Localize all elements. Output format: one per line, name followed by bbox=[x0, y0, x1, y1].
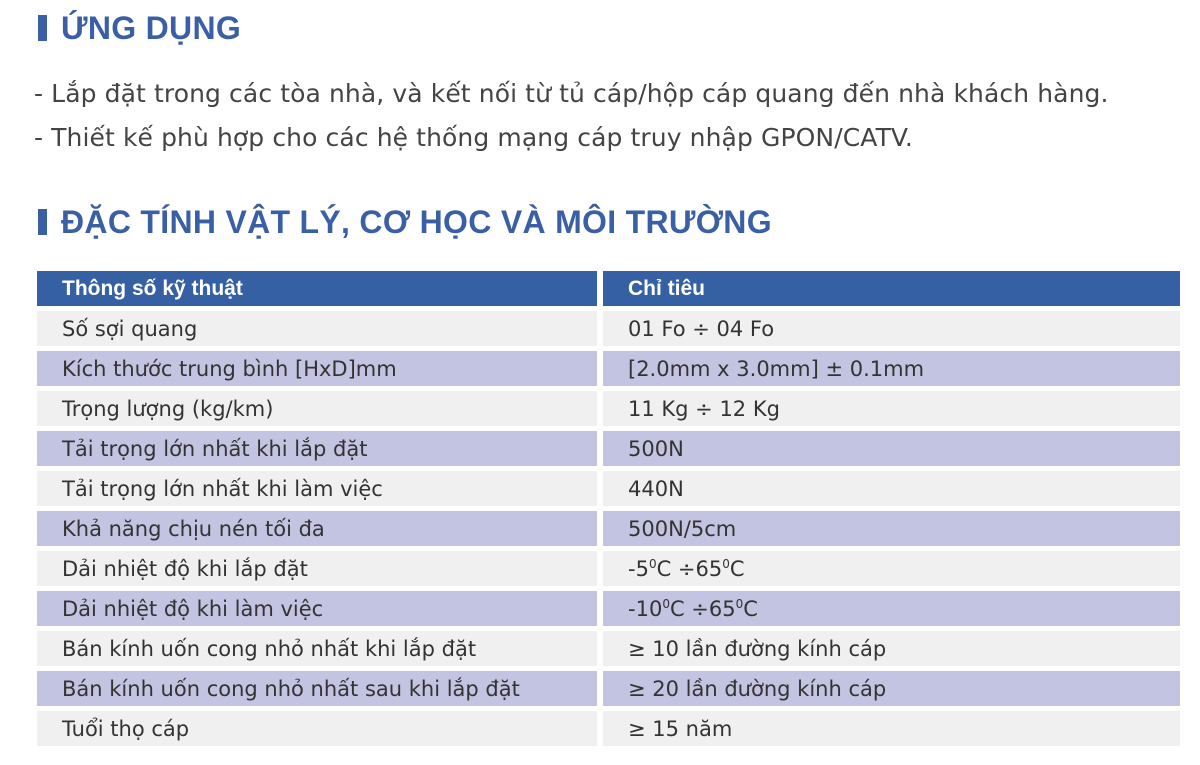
table-row bbox=[37, 386, 1180, 426]
value-cell: $-5^0C \div 65^0C$ bbox=[603, 546, 1180, 586]
column-header-value: Chỉ tiêu bbox=[603, 271, 1180, 306]
table-row bbox=[37, 706, 1180, 746]
value-cell: 500N bbox=[603, 426, 1180, 466]
table-header-row bbox=[37, 271, 1180, 306]
parameter-cell: Dải nhiệt độ khi lắp đặt bbox=[37, 546, 603, 586]
value-cell: 500N/5cm bbox=[603, 506, 1180, 546]
degree-mark: 0 bbox=[722, 556, 730, 571]
degree-mark: 0 bbox=[648, 556, 657, 571]
parameter-cell: Bán kính uốn cong nhỏ nhất khi lắp đặt bbox=[37, 626, 603, 666]
value-cell: 440N bbox=[603, 466, 1180, 506]
value-cell: ≥ 10 lần đường kính cáp bbox=[603, 626, 1180, 666]
section-heading-characteristics bbox=[38, 202, 772, 242]
parameter-cell: Trọng lượng (kg/km) bbox=[37, 386, 603, 426]
degree-mark: 0 bbox=[735, 596, 744, 611]
list-item: - Thiết kế phù hợp cho các hệ thống mạng cáp truy nhập GPON/CATV. bbox=[34, 123, 913, 152]
parameter-cell: Tải trọng lớn nhất khi làm việc bbox=[37, 466, 603, 506]
list-item: - Lắp đặt trong các tòa nhà, và kết nối từ tủ cáp/hộp cáp quang đến nhà khách hàng. bbox=[34, 79, 1109, 108]
section-heading-application bbox=[38, 8, 241, 48]
value-cell: 11 Kg ÷ 12 Kg bbox=[603, 386, 1180, 426]
parameter-cell: Dải nhiệt độ khi làm việc bbox=[37, 586, 603, 626]
parameter-cell: Số sợi quang bbox=[37, 306, 603, 346]
parameter-cell: Tuổi thọ cáp bbox=[37, 706, 603, 746]
spec-table bbox=[37, 271, 1180, 746]
value-cell: ≥ 15 năm bbox=[603, 706, 1180, 746]
column-header-parameter: Thông số kỹ thuật bbox=[37, 271, 603, 306]
parameter-cell: Bán kính uốn cong nhỏ nhất sau khi lắp đặt bbox=[37, 666, 603, 706]
table-row bbox=[37, 346, 1180, 386]
table-row bbox=[37, 626, 1180, 666]
degree-mark: 0 bbox=[662, 596, 670, 611]
table-row bbox=[37, 426, 1180, 466]
table-row bbox=[37, 466, 1180, 506]
value-cell: ≥ 20 lần đường kính cáp bbox=[603, 666, 1180, 706]
table-row bbox=[37, 586, 1180, 626]
application-list bbox=[34, 72, 1109, 160]
table-row bbox=[37, 306, 1180, 346]
table-row bbox=[37, 506, 1180, 546]
value-cell: [2.0mm x 3.0mm] ± 0.1mm bbox=[603, 346, 1180, 386]
section-title: ỨNG DỤNG bbox=[61, 9, 242, 46]
heading-marker-icon bbox=[38, 15, 47, 41]
parameter-cell: Khả năng chịu nén tối đa bbox=[37, 506, 603, 546]
section-title: ĐẶC TÍNH VẬT LÝ, CƠ HỌC VÀ MÔI TRƯỜNG bbox=[61, 203, 772, 240]
parameter-cell: Tải trọng lớn nhất khi lắp đặt bbox=[37, 426, 603, 466]
heading-marker-icon bbox=[38, 209, 47, 235]
parameter-cell: Kích thước trung bình [HxD]mm bbox=[37, 346, 603, 386]
value-cell: 01 Fo ÷ 04 Fo bbox=[603, 306, 1180, 346]
table-row bbox=[37, 666, 1180, 706]
value-cell: $-10^0C \div 65^0C$ bbox=[603, 586, 1180, 626]
table-row bbox=[37, 546, 1180, 586]
